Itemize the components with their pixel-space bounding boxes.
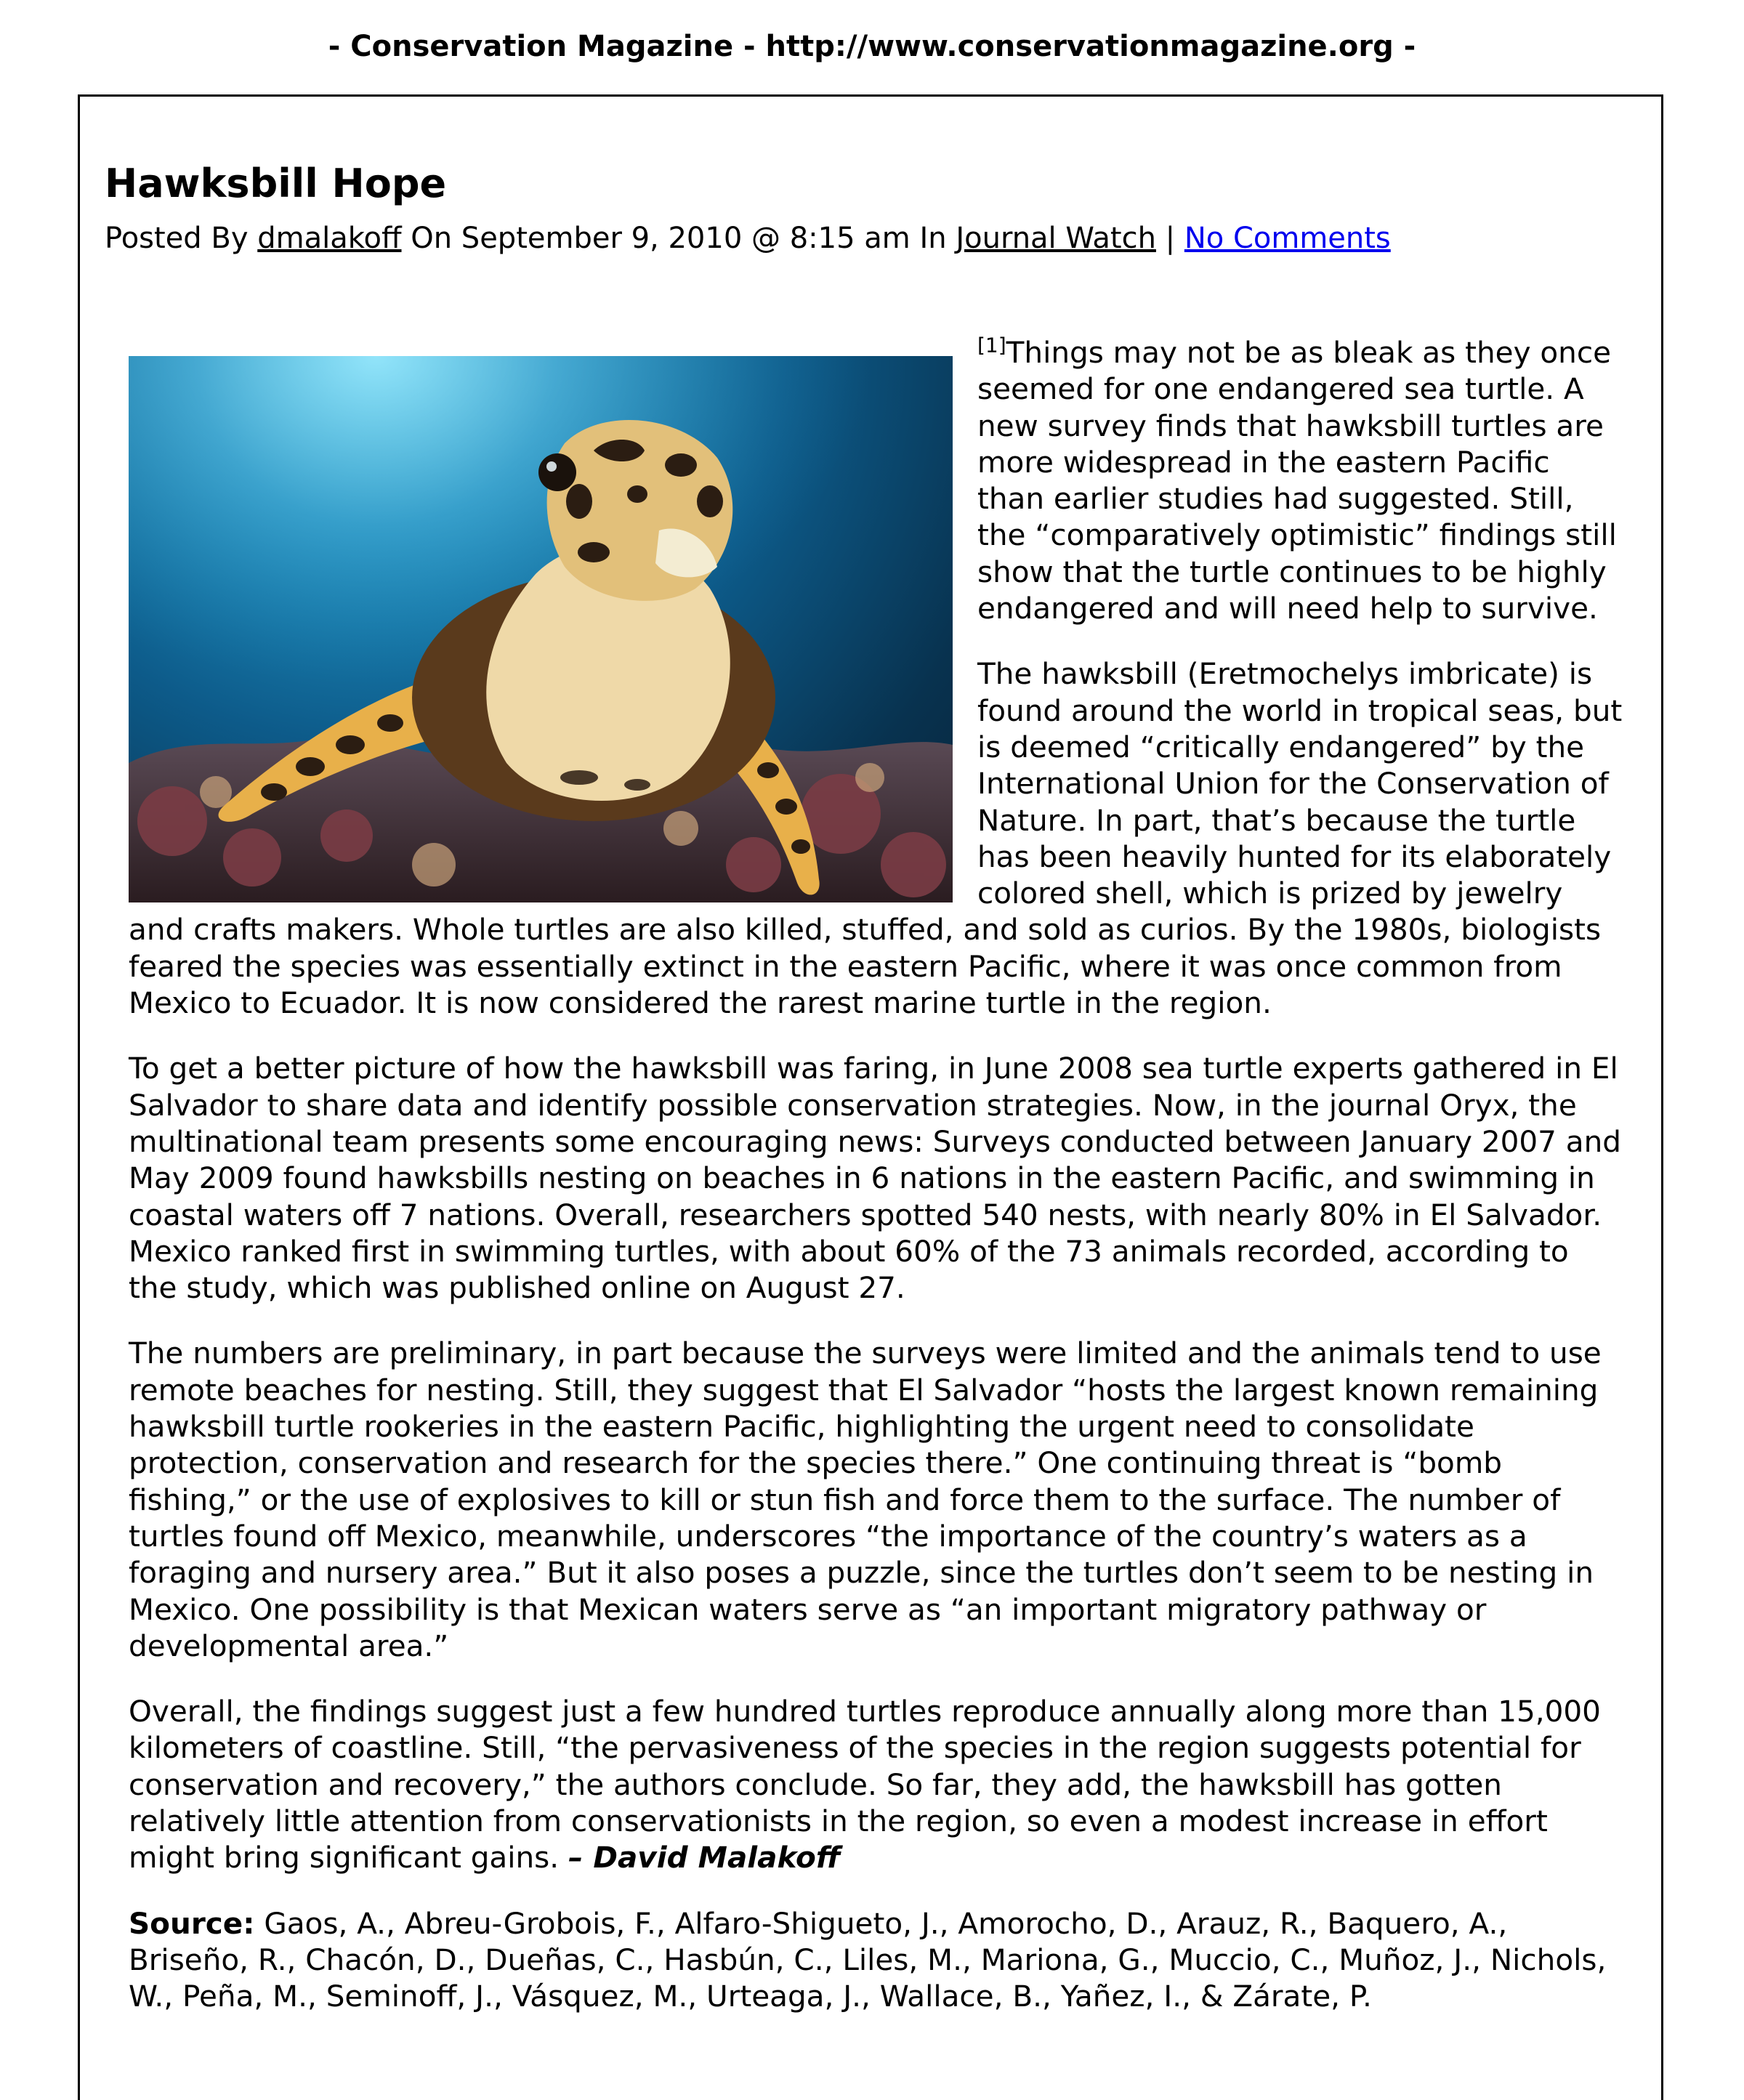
turtle-illustration [129,356,953,902]
source-text: Gaos, A., Abreu-Grobois, F., Alfaro-Shigueto, J., Amorocho, D., Arauz, R., Baquero, A., Briseño, R., Chacón, D., Dueñas, C., Hasbún, C., Liles, M., Mariona, G., Muccio, C., Muñoz, J., Nichols, W., Peña, M., Seminoff, J., Vásquez, M., Urteaga, J., Wallace, B., Yañez, I., & Zárate, P. [129,1905,1607,2014]
site-header: - Conservation Magazine - http://www.conservationmagazine.org - [328,30,1416,63]
category-link[interactable]: Journal Watch [956,222,1156,255]
turtle-photo [129,356,953,902]
post-date: September 9, 2010 @ 8:15 am [461,222,911,255]
paragraph-3: To get a better picture of how the hawksbill was faring, in June 2008 sea turtle experts gathered in El Salvador to share data and identify possible conservation strategies. Now, in the journal Oryx, the multinational team presents some encouraging news: Surveys conducted between January 2007 and May 2009 found hawksbills nesting on beaches in 6 nations in the eastern Pacific, and swimming in coastal waters off 7 nations. Overall, researchers spotted 540 nests, with nearly 80% in El Salvador. Mexico ranked first in swimming turtles, with about 60% of the 73 animals recorded, according to the study, which was published online on August 27. [129,1051,1621,1306]
paragraph-5: Overall, the findings suggest just a few hundred turtles reproduce annually along more than 15,000 kilometers of coastline. Still, “the pervasiveness of the species in the region suggests potential for conservation and recovery,” the authors conclude. So far, they add, the hawksbill has gotten relatively little attention from conservationists in the region, so even a modest increase in effort might bring significant gains. – David Malakoff [129,1694,1601,1875]
article-body [129,334,1626,2043]
source-citation [129,1905,1626,2015]
source-label: Source: [129,1905,255,1941]
byline-on: On [411,222,453,255]
footnote-marker: [1] [977,333,1006,358]
byline [105,218,1391,259]
paragraph-1: [1]Things may not be as bleak as they once seemed for one endangered sea turtle. A new survey finds that hawksbill turtles are more widespread in the eastern Pacific than earlier studies had suggested. Still, the “comparatively optimistic” findings still show that the turtle continues to be highly endangered and will need help to survive. [977,333,1617,626]
byline-in: In [919,222,947,255]
author-link[interactable]: dmalakoff [257,222,402,255]
article-title: Hawksbill Hope [105,161,447,206]
comments-link[interactable]: No Comments [1184,222,1391,255]
byline-posted-by: Posted By [105,222,249,255]
paragraph-4: The numbers are preliminary, in part because the surveys were limited and the animals tend to use remote beaches for nesting. Still, they suggest that El Salvador “hosts the largest known remaining hawksbill turtle rookeries in the eastern Pacific, highlighting the urgent need to consolidate protection, conservation and research for the species there.” One continuing threat is “bomb fishing,” or the use of explosives to kill or stun fish and force them to the surface. The number of turtles found off Mexico, meanwhile, underscores “the importance of the country’s waters as a foraging and nursery area.” But it also poses a puzzle, since the turtles don’t seem to be nesting in Mexico. One possibility is that Mexican waters serve as “an important migratory pathway or developmental area.” [129,1336,1602,1663]
paragraph-2: The hawksbill (Eretmochelys imbricate) is found around the world in tropical seas, but is deemed “critically endangered” by the International Union for the Conservation of Nature. In part, that’s because the turtle has been heavily hunted for its elaborately colored shell, which is prized by jewelry and crafts makers. Whole turtles are also killed, stuffed, and sold as curios. By the 1980s, biologists feared the species was essentially extinct in the eastern Pacific, where it was once common from Mexico to Ecuador. It is now considered the rarest marine turtle in the region. [129,656,1623,1021]
byline-separator: | [1165,222,1176,255]
author-signature: – David Malakoff [568,1840,841,1875]
